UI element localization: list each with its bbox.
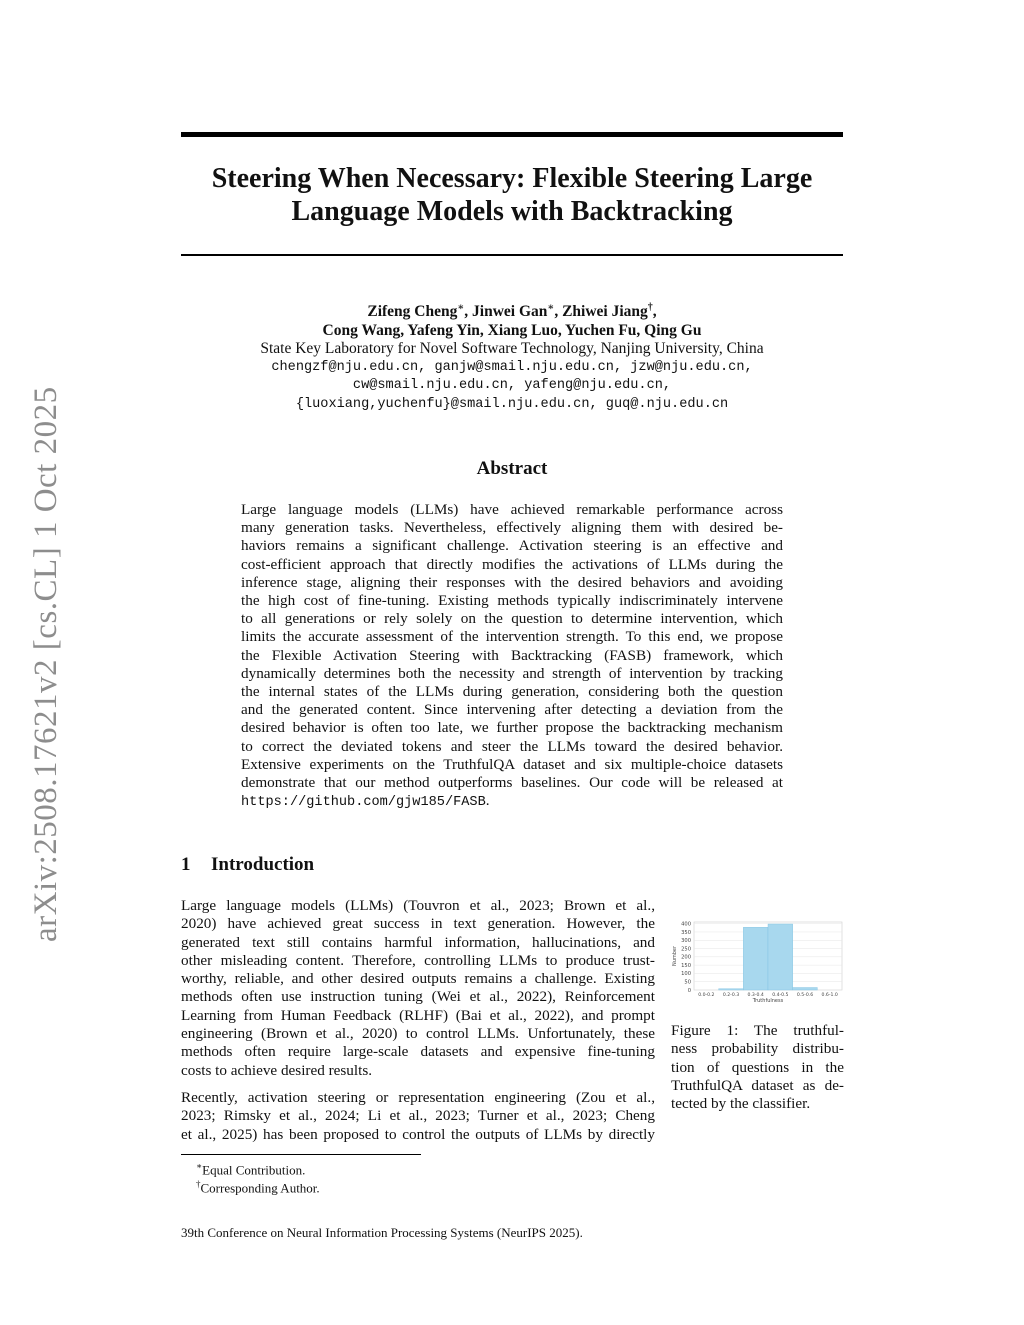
x-tick-label: 0.0-0.2 bbox=[698, 993, 715, 998]
footnote-corresponding-author bbox=[196, 1176, 320, 1196]
histogram-bar bbox=[719, 989, 744, 990]
abstract-line: to all generations or rely solely on the question to determine intervention, which bbox=[241, 610, 783, 628]
equal-contribution-mark: ∗ bbox=[547, 302, 555, 313]
caption-line: Figure 1: The truthful- bbox=[671, 1022, 844, 1039]
abstract-line: inference stage, aligning their responses with the desired behaviors and avoiding bbox=[241, 573, 783, 591]
code-repository-link[interactable]: https://github.com/gjw185/FASB bbox=[241, 795, 486, 811]
y-tick-label: 100 bbox=[681, 971, 691, 978]
title-top-rule bbox=[181, 132, 843, 137]
email-line: {luoxiang,yuchenfu}@smail.nju.edu.cn, guq@.nju.edu.cn bbox=[295, 396, 729, 412]
abstract-line: to correct the deviated tokens and steer the LLMs toward the desired behavior. bbox=[241, 737, 783, 755]
abstract-body bbox=[241, 501, 783, 812]
author-name: Xiang Luo bbox=[487, 321, 558, 339]
paragraph-line: Large language models (LLMs) (Touvron et al., 2023; Brown et al., bbox=[181, 897, 655, 914]
footnote-mark: † bbox=[196, 1179, 201, 1189]
author-separator: , bbox=[557, 321, 566, 339]
paragraph-line: worthy, reliable, and other desired outputs remains a challenge. Existing bbox=[181, 970, 655, 988]
author-separator: , bbox=[464, 303, 473, 321]
histogram-bar bbox=[768, 924, 793, 990]
abstract-line: demonstrate that our method outperforms baselines. Our code will be released at bbox=[241, 774, 783, 792]
paragraph-line: Recently, activation steering or representation engineering (Zou et al., bbox=[181, 1089, 655, 1106]
footnote-text: Corresponding Author. bbox=[200, 1180, 320, 1196]
y-tick-label: 50 bbox=[684, 979, 691, 986]
y-tick-label: 300 bbox=[681, 938, 691, 945]
y-axis-label: Number bbox=[672, 945, 678, 967]
abstract-line: haviors remains a significant challenge. Activation steering is an effective and bbox=[241, 537, 783, 555]
affiliation: State Key Laboratory for Novel Software Technology, Nanjing University, China bbox=[260, 340, 764, 358]
paragraph-line: et al., 2025) has been proposed to control the outputs of LLMs by directly bbox=[181, 1125, 655, 1143]
author-name: Jinwei Gan bbox=[472, 303, 548, 321]
paragraph-line: costs to achieve desired results. bbox=[181, 1061, 373, 1079]
intro-paragraph-2 bbox=[181, 1089, 655, 1144]
y-tick-label: 250 bbox=[681, 946, 691, 953]
email-line: chengzf@nju.edu.cn, ganjw@smail.nju.edu.cn, jzw@nju.edu.cn, bbox=[271, 359, 753, 375]
x-tick-label: 0.2-0.3 bbox=[722, 993, 740, 998]
paragraph-line: generated text still contains harmful information, hallucinations, and bbox=[181, 933, 655, 951]
author-name: Qing Gu bbox=[644, 321, 702, 339]
author-row-2 bbox=[181, 322, 843, 341]
arxiv-identifier-stamp: arXiv:2508.17621v2 [cs.CL] 1 Oct 2025 bbox=[28, 386, 64, 942]
footnote-text: Equal Contribution. bbox=[202, 1162, 306, 1178]
conference-note: 39th Conference on Neural Information Processing Systems (NeurIPS 2025). bbox=[181, 1225, 583, 1240]
paper-title-line-2: Language Models with Backtracking bbox=[291, 196, 733, 227]
author-separator: , bbox=[554, 303, 563, 321]
histogram-bar bbox=[743, 927, 768, 990]
author-separator: , bbox=[479, 321, 488, 339]
author-separator: , bbox=[636, 321, 645, 339]
caption-line: tected by the classifier. bbox=[671, 1095, 811, 1113]
intro-paragraph-1 bbox=[181, 897, 655, 1080]
figure-1-caption bbox=[671, 1022, 844, 1113]
author-name: Zifeng Cheng bbox=[367, 303, 458, 321]
abstract-code-line bbox=[241, 792, 783, 812]
author-separator: , bbox=[652, 303, 657, 321]
abstract-line: Extensive experiments on the TruthfulQA dataset and six multiple-choice datasets bbox=[241, 755, 783, 773]
abstract-line: the Flexible Activation Steering with Backtracking (FASB) framework, which bbox=[241, 646, 783, 664]
author-separator: , bbox=[400, 321, 408, 339]
section-heading-introduction bbox=[181, 854, 314, 876]
truthfulness-histogram-chart bbox=[670, 918, 846, 1008]
abstract-line: Large language models (LLMs) have achieved remarkable performance across bbox=[241, 501, 783, 518]
section-number: 1 bbox=[181, 854, 191, 875]
paragraph-line: methods often use instruction tuning (Wei et al., 2022), Reinforcement bbox=[181, 988, 655, 1006]
author-name: Yuchen Fu bbox=[565, 321, 637, 339]
corresponding-author-mark: † bbox=[647, 302, 653, 313]
abstract-line: many generation tasks. Nevertheless, effectively aligning them with desired be- bbox=[241, 519, 783, 537]
abstract-line: and the generated content. Since intervening after detecting a deviation from the bbox=[241, 701, 783, 719]
abstract-line: the internal states of the LLMs during generation, considering both the question bbox=[241, 683, 783, 701]
author-name: Cong Wang bbox=[322, 321, 401, 339]
x-tick-label: 0.6-1.0 bbox=[821, 993, 838, 998]
caption-line: TruthfulQA dataset as de- bbox=[671, 1076, 844, 1094]
abstract-line: cost-efficient approach that directly modifies the activations of LLMs during the bbox=[241, 555, 783, 573]
abstract-line: the high cost of fine-tuning. Existing methods typically indiscriminately intervene bbox=[241, 592, 783, 610]
abstract-line: dynamically determines both the necessity and strength of intervention by tracking bbox=[241, 664, 783, 682]
x-tick-label: 0.4-0.5 bbox=[772, 993, 789, 998]
equal-contribution-mark: ∗ bbox=[457, 302, 465, 313]
paper-title-line-1: Steering When Necessary: Flexible Steering Large bbox=[211, 163, 813, 194]
caption-line: ness probability distribu- bbox=[671, 1040, 844, 1058]
y-tick-label: 350 bbox=[681, 929, 691, 936]
title-bottom-rule bbox=[181, 254, 843, 256]
section-title: Introduction bbox=[211, 854, 315, 875]
paragraph-line: methods often require large-scale datasets and expensive fine-tuning bbox=[181, 1043, 655, 1061]
author-block bbox=[181, 299, 843, 414]
paper-title bbox=[181, 162, 843, 228]
y-tick-label: 150 bbox=[681, 962, 691, 969]
email-line: cw@smail.nju.edu.cn, yafeng@nju.edu.cn, bbox=[352, 378, 672, 394]
y-tick-label: 400 bbox=[681, 921, 691, 928]
x-tick-label: 0.5-0.6 bbox=[796, 993, 814, 998]
abstract-line: desired behavior is often too late, we further propose the backtracking mechanism bbox=[241, 719, 783, 737]
abstract-final-period: . bbox=[485, 792, 490, 810]
caption-line: tion of questions in the bbox=[671, 1058, 844, 1076]
x-tick-label: 0.3-0.4 bbox=[747, 993, 764, 998]
paragraph-line: Learning from Human Feedback (RLHF) (Bai et al., 2022), and prompt bbox=[181, 1006, 655, 1024]
paragraph-line: other misleading content. Therefore, controlling LLMs to produce trust- bbox=[181, 951, 655, 969]
author-name: Yafeng Yin bbox=[407, 321, 480, 339]
x-axis-label: Truthfulness bbox=[752, 998, 784, 1004]
abstract-line: limits the accurate assessment of the intervention strength. To this end, we propose bbox=[241, 628, 783, 646]
y-tick-label: 200 bbox=[681, 954, 691, 961]
footnote-rule bbox=[181, 1154, 421, 1155]
abstract-heading: Abstract bbox=[476, 458, 548, 479]
paragraph-line: 2023; Rimsky et al., 2024; Li et al., 2023; Turner et al., 2023; Cheng bbox=[181, 1107, 655, 1125]
footnote-mark: ∗ bbox=[196, 1161, 203, 1171]
author-name: Zhiwei Jiang bbox=[562, 303, 648, 321]
y-tick-label: 0 bbox=[687, 987, 691, 994]
paragraph-line: engineering (Brown et al., 2020) to control LLMs. Unfortunately, these bbox=[181, 1025, 655, 1043]
author-row-1 bbox=[181, 299, 843, 322]
histogram-bar bbox=[793, 988, 818, 990]
figure-1-histogram bbox=[670, 918, 846, 1008]
paragraph-line: 2020) have achieved great success in text generation. However, the bbox=[181, 915, 655, 933]
